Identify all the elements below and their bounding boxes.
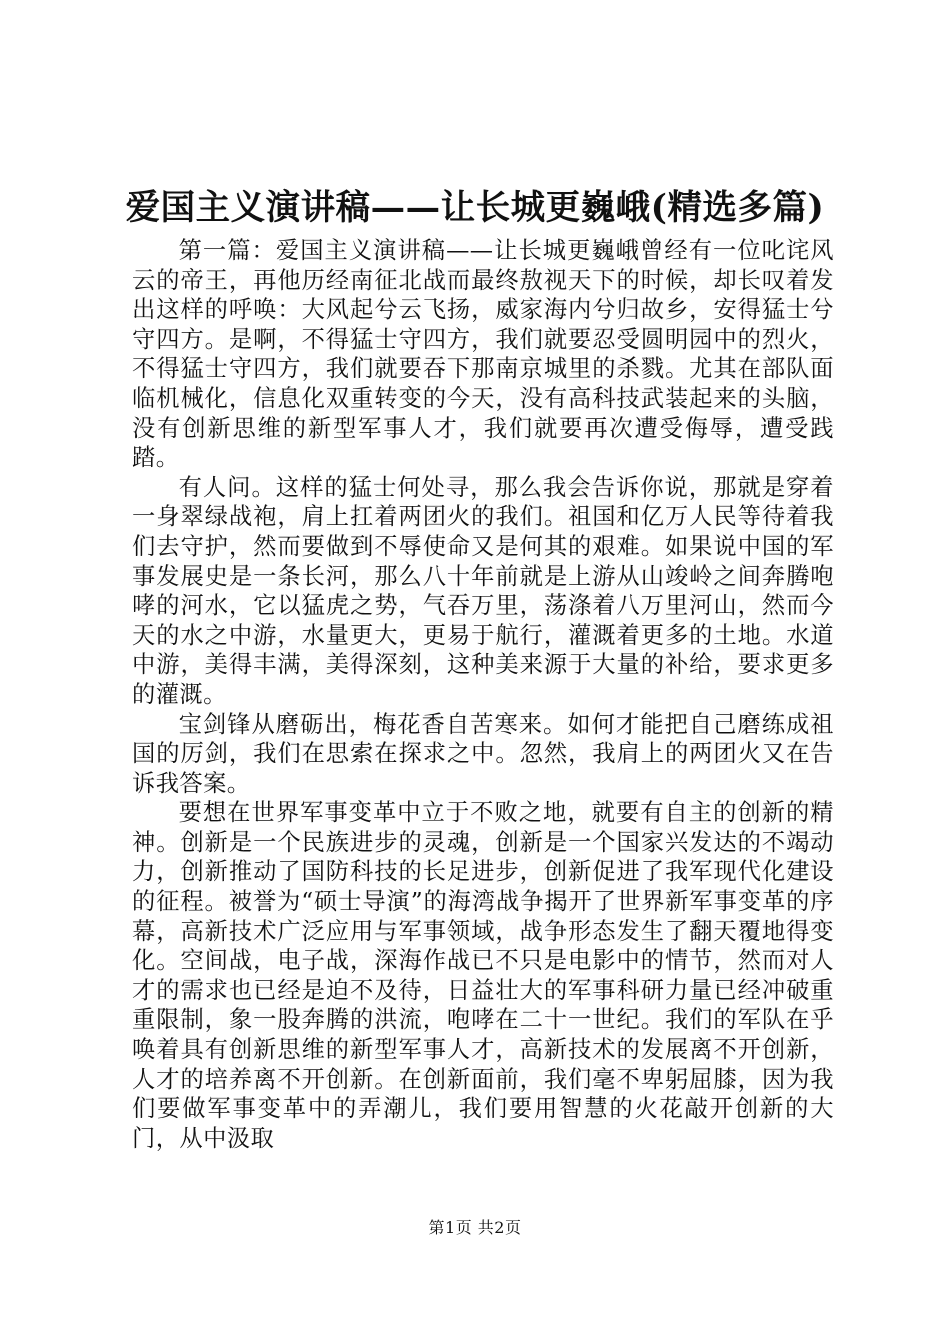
paragraph-2: 有人问。这样的猛士何处寻，那么我会告诉你说，那就是穿着一身翠绿战袍，肩上扛着两团火的我们。祖国和亿万人民等待着我们去守护，然而要做到不辱使命又是何其的艰难。如果说中国的军事发展史是一条长河，那么八十年前就是上游从山竣岭之间奔腾咆哮的河水，它以猛虎之势，气吞万里，荡涤着八万里河山，然而今天的水之中游，水量更大，更易于航行，灌溉着更多的土地。水道中游，美得丰满，美得深刻，这种美来源于大量的补给，要求更多的灌溉。 [132, 473, 834, 708]
paragraph-3: 宝剑锋从磨砺出，梅花香自苦寒来。如何才能把自己磨练成祖国的厉剑，我们在思索在探求之中。忽然，我肩上的两团火又在告诉我答案。 [132, 710, 834, 797]
page-number-footer: 第1页 共2页 [428, 1218, 522, 1237]
paragraph-4: 要想在世界军事变革中立于不败之地，就要有自主的创新的精神。创新是一个民族进步的灵魂，创新是一个国家兴发达的不竭动力，创新推动了国防科技的长足进步，创新促进了我军现代化建设的征程。被誉为“硕士导演”的海湾战争揭开了世界新军事变革的序幕，高新技术广泛应用与军事领域，战争形态发生了翻天覆地得变化。空间战，电子战，深海作战已不只是电影中的情节，然而对人才的需求也已经是迫不及待，日益壮大的军事科研力量已经冲破重重限制，象一股奔腾的洪流，咆哮在二十一世纪。我们的军队在乎唤着具有创新思维的新型军事人才，高新技术的发展离不开创新，人才的培养离不开创新。在创新面前，我们毫不卑躬屈膝，因为我们要做军事变革中的弄潮儿，我们要用智慧的火花敲开创新的大门，从中汲取 [132, 799, 834, 1152]
document-body [132, 236, 834, 1153]
document-title: 爱国主义演讲稿——让长城更巍峨(精选多篇) [125, 188, 825, 228]
paragraph-1: 第一篇：爱国主义演讲稿——让长城更巍峨曾经有一位叱诧风云的帝王，再他历经南征北战而最终敖视天下的时候，却长叹着发出这样的呼唤：大风起兮云飞扬，威家海内兮归故乡，安得猛士兮守四方。是啊，不得猛士守四方，我们就要忍受圆明园中的烈火，不得猛士守四方，我们就要吞下那南京城里的杀戮。尤其在部队面临机械化，信息化双重转变的今天，没有高科技武装起来的头脑，没有创新思维的新型军事人才，我们就要再次遭受侮辱，遭受践踏。 [132, 237, 834, 472]
